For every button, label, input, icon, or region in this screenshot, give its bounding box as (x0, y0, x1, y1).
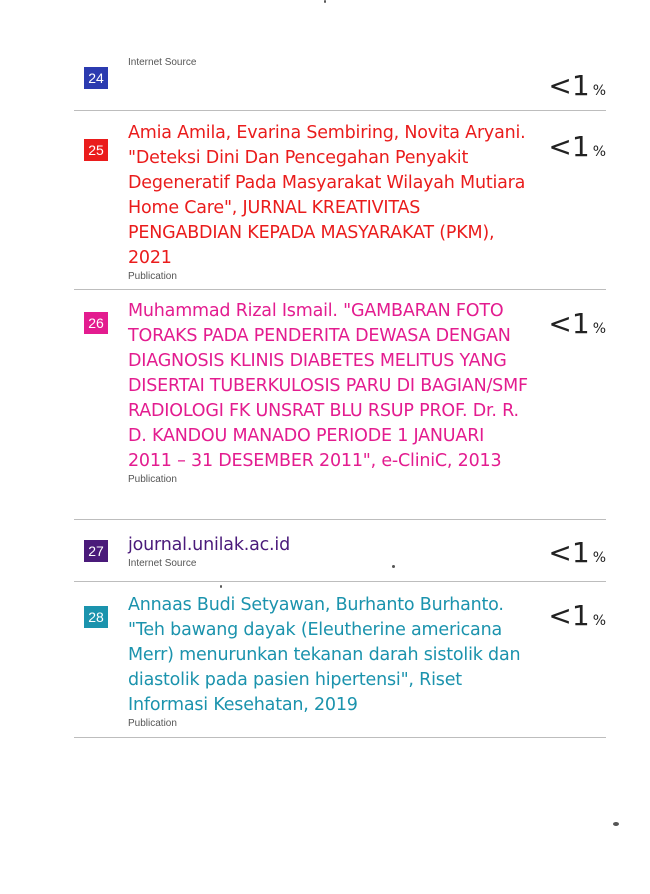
pct-value: 1 (571, 599, 590, 632)
source-content (128, 520, 533, 570)
source-link[interactable]: journal.unilak.ac.id (128, 535, 290, 555)
pct-less-than: < (548, 130, 572, 163)
source-content (128, 52, 533, 69)
pct-value: 1 (571, 69, 590, 102)
source-row-28 (74, 582, 606, 738)
source-row-27 (74, 520, 606, 582)
source-row-25 (74, 111, 606, 290)
source-number-badge: 24 (84, 67, 108, 89)
match-percentage (548, 307, 606, 340)
scan-speck (324, 0, 326, 3)
source-number-badge: 25 (84, 139, 108, 161)
pct-less-than: < (548, 69, 572, 102)
scan-speck (220, 585, 222, 588)
source-number-badge: 26 (84, 312, 108, 334)
scan-speck (392, 565, 395, 568)
source-row-26 (74, 290, 606, 520)
scan-speck (613, 822, 619, 826)
source-row-24 (74, 52, 606, 111)
pct-sign: % (592, 613, 606, 629)
pct-less-than: < (548, 536, 572, 569)
source-type: Publication (128, 474, 177, 485)
pct-sign: % (592, 83, 606, 99)
match-percentage (548, 69, 606, 102)
pct-less-than: < (548, 307, 572, 340)
source-type: Publication (128, 271, 177, 282)
match-percentage (548, 599, 606, 632)
source-type: Internet Source (128, 57, 197, 68)
source-title[interactable]: Amia Amila, Evarina Sembiring, Novita Aryani. "Deteksi Dini Dan Pencegahan Penyakit Degeneratif Pada Masyarakat Wilayah Mutiara Home Care", JURNAL KREATIVITAS PENGABDIAN KEPADA MASYARAKAT (PKM), 2021 (128, 123, 526, 268)
source-title[interactable]: Annaas Budi Setyawan, Burhanto Burhanto. "Teh bawang dayak (Eleutherine americana Merr) menurunkan tekanan darah sistolik dan diastolik pada pasien hipertensi", Riset Informasi Kesehatan, 2019 (128, 595, 521, 715)
source-number-badge: 27 (84, 540, 108, 562)
pct-value: 1 (571, 536, 590, 569)
pct-sign: % (592, 144, 606, 160)
match-percentage (548, 130, 606, 163)
source-content (128, 582, 533, 730)
source-type: Publication (128, 718, 177, 729)
pct-value: 1 (571, 307, 590, 340)
source-title[interactable]: Muhammad Rizal Ismail. "GAMBARAN FOTO TORAKS PADA PENDERITA DEWASA DENGAN DIAGNOSIS KLINIS DIABETES MELITUS YANG DISERTAI TUBERKULOSIS PARU DI BAGIAN/SMF RADIOLOGI FK UNSRAT BLU RSUP PROF. Dr. R. D. KANDOU MANADO PERIODE 1 JANUARI 2011 – 31 DESEMBER 2011", e-CliniC, 2013 (128, 301, 528, 471)
similarity-sources-list (74, 52, 606, 738)
pct-sign: % (592, 321, 606, 337)
source-number-badge: 28 (84, 606, 108, 628)
match-percentage (548, 536, 606, 569)
source-content (128, 290, 533, 486)
pct-sign: % (592, 550, 606, 566)
source-type: Internet Source (128, 558, 197, 569)
pct-value: 1 (571, 130, 590, 163)
source-content (128, 111, 533, 283)
pct-less-than: < (548, 599, 572, 632)
